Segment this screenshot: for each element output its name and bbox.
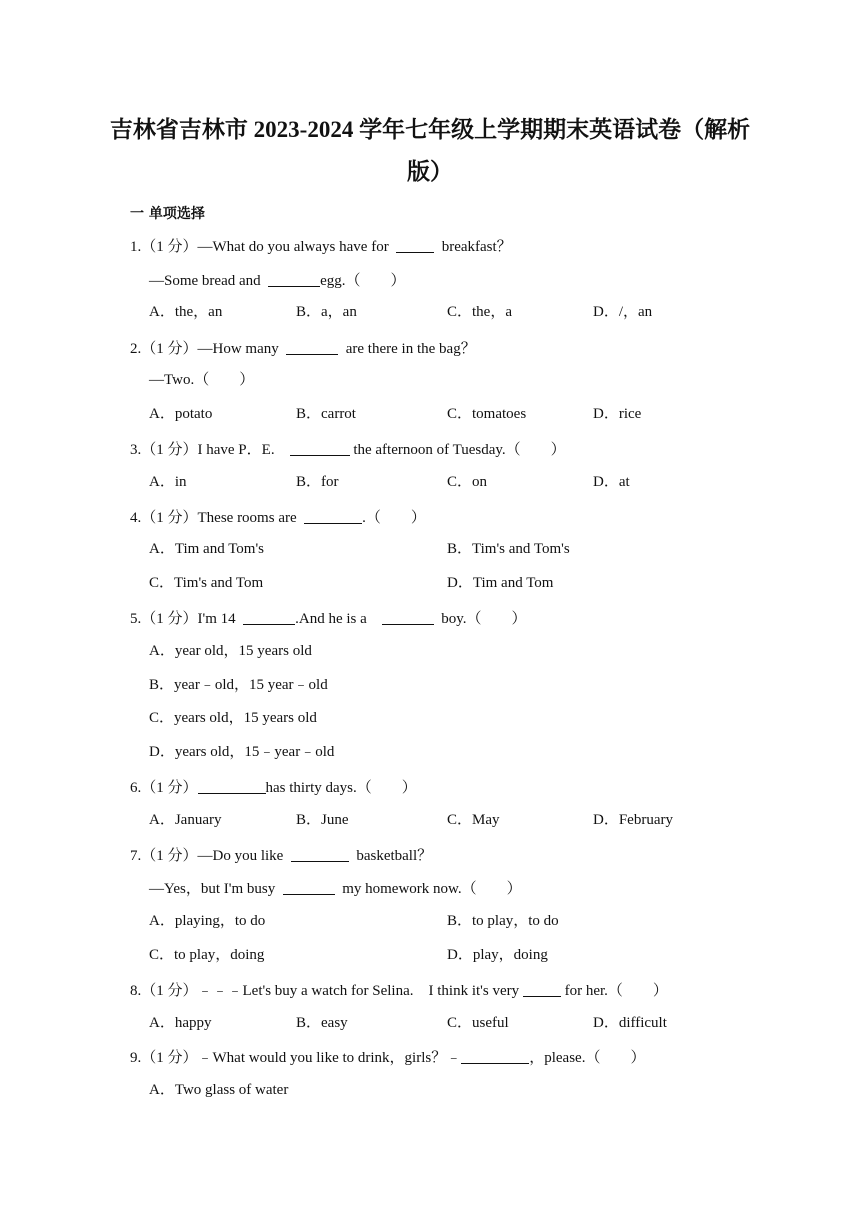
question-8-option-b[interactable]: B．easy bbox=[296, 1015, 348, 1031]
question-5-option-a[interactable]: A．year old，15 years old bbox=[149, 643, 312, 659]
question-1-line2: —Some bread and egg.（ ） bbox=[149, 273, 406, 289]
answer-blank bbox=[283, 880, 335, 895]
question-6-option-c[interactable]: C．May bbox=[447, 812, 500, 828]
question-1-stem: 1.（1 分）—What do you always have for breakfast？ bbox=[130, 239, 512, 255]
question-2-option-d[interactable]: D．rice bbox=[593, 406, 642, 422]
answer-blank bbox=[198, 779, 266, 794]
question-9-stem: 9.（1 分）﹣What would you like to drink，girls？﹣ ，please.（ ） bbox=[130, 1050, 646, 1066]
answer-blank bbox=[396, 238, 434, 253]
answer-blank bbox=[291, 847, 349, 862]
question-5-option-d[interactable]: D．years old，15﹣year﹣old bbox=[149, 744, 335, 760]
question-1-option-b[interactable]: B．a，an bbox=[296, 304, 357, 320]
section-heading: 一 单项选择 bbox=[130, 206, 205, 222]
question-4-option-a[interactable]: A．Tim and Tom's bbox=[149, 541, 265, 557]
question-3-option-b[interactable]: B．for bbox=[296, 474, 339, 490]
question-1-option-a[interactable]: A．the，an bbox=[149, 304, 223, 320]
question-2-line2: —Two.（ ） bbox=[149, 372, 255, 388]
question-2-option-c[interactable]: C．tomatoes bbox=[447, 406, 527, 422]
question-5-stem: 5.（1 分）I'm 14 .And he is a boy.（ ） bbox=[130, 611, 527, 627]
question-6-option-d[interactable]: D．February bbox=[593, 812, 673, 828]
question-7-stem: 7.（1 分）—Do you like basketball？ bbox=[130, 848, 433, 864]
question-3-stem: 3.（1 分）I have P．E. the afternoon of Tuesday.（ ） bbox=[130, 442, 566, 458]
question-8-stem: 8.（1 分）﹣﹣﹣Let's buy a watch for Selina. I think it's very for her.（ ） bbox=[130, 983, 668, 999]
answer-blank bbox=[461, 1049, 529, 1064]
answer-blank bbox=[304, 509, 362, 524]
question-5-option-c[interactable]: C．years old，15 years old bbox=[149, 710, 317, 726]
answer-blank bbox=[523, 982, 561, 997]
question-8-option-c[interactable]: C．useful bbox=[447, 1015, 509, 1031]
question-6-option-b[interactable]: B．June bbox=[296, 812, 349, 828]
question-7-option-d[interactable]: D．play，doing bbox=[447, 947, 548, 963]
question-2-option-b[interactable]: B．carrot bbox=[296, 406, 356, 422]
question-5-option-b[interactable]: B．year﹣old，15 year﹣old bbox=[149, 677, 328, 693]
question-2-option-a[interactable]: A．potato bbox=[149, 406, 213, 422]
question-3-option-d[interactable]: D．at bbox=[593, 474, 630, 490]
question-3-option-a[interactable]: A．in bbox=[149, 474, 187, 490]
question-9-option-a[interactable]: A．Two glass of water bbox=[149, 1082, 289, 1098]
question-8-option-d[interactable]: D．difficult bbox=[593, 1015, 667, 1031]
answer-blank bbox=[268, 272, 320, 287]
question-4-option-d[interactable]: D．Tim and Tom bbox=[447, 575, 554, 591]
question-6-stem: 6.（1 分） has thirty days.（ ） bbox=[130, 780, 417, 796]
question-4-option-b[interactable]: B．Tim's and Tom's bbox=[447, 541, 570, 557]
answer-blank bbox=[286, 340, 338, 355]
question-8-option-a[interactable]: A．happy bbox=[149, 1015, 212, 1031]
question-3-option-c[interactable]: C．on bbox=[447, 474, 488, 490]
document-title-line1: 吉林省吉林市 2023-2024 学年七年级上学期期末英语试卷（解析 bbox=[109, 117, 751, 142]
question-7-option-b[interactable]: B．to play，to do bbox=[447, 913, 559, 929]
question-7-option-a[interactable]: A．playing，to do bbox=[149, 913, 266, 929]
answer-blank bbox=[243, 610, 295, 625]
question-4-stem: 4.（1 分）These rooms are .（ ） bbox=[130, 510, 426, 526]
question-7-line2: —Yes，but I'm busy my homework now.（ ） bbox=[149, 881, 522, 897]
question-6-option-a[interactable]: A．January bbox=[149, 812, 222, 828]
question-1-option-d[interactable]: D．/，an bbox=[593, 304, 653, 320]
question-2-stem: 2.（1 分）—How many are there in the bag？ bbox=[130, 341, 476, 357]
answer-blank bbox=[382, 610, 434, 625]
answer-blank bbox=[290, 441, 350, 456]
document-title-line2: 版） bbox=[407, 159, 453, 184]
question-7-option-c[interactable]: C．to play，doing bbox=[149, 947, 265, 963]
question-1-option-c[interactable]: C．the，a bbox=[447, 304, 512, 320]
question-4-option-c[interactable]: C．Tim's and Tom bbox=[149, 575, 264, 591]
